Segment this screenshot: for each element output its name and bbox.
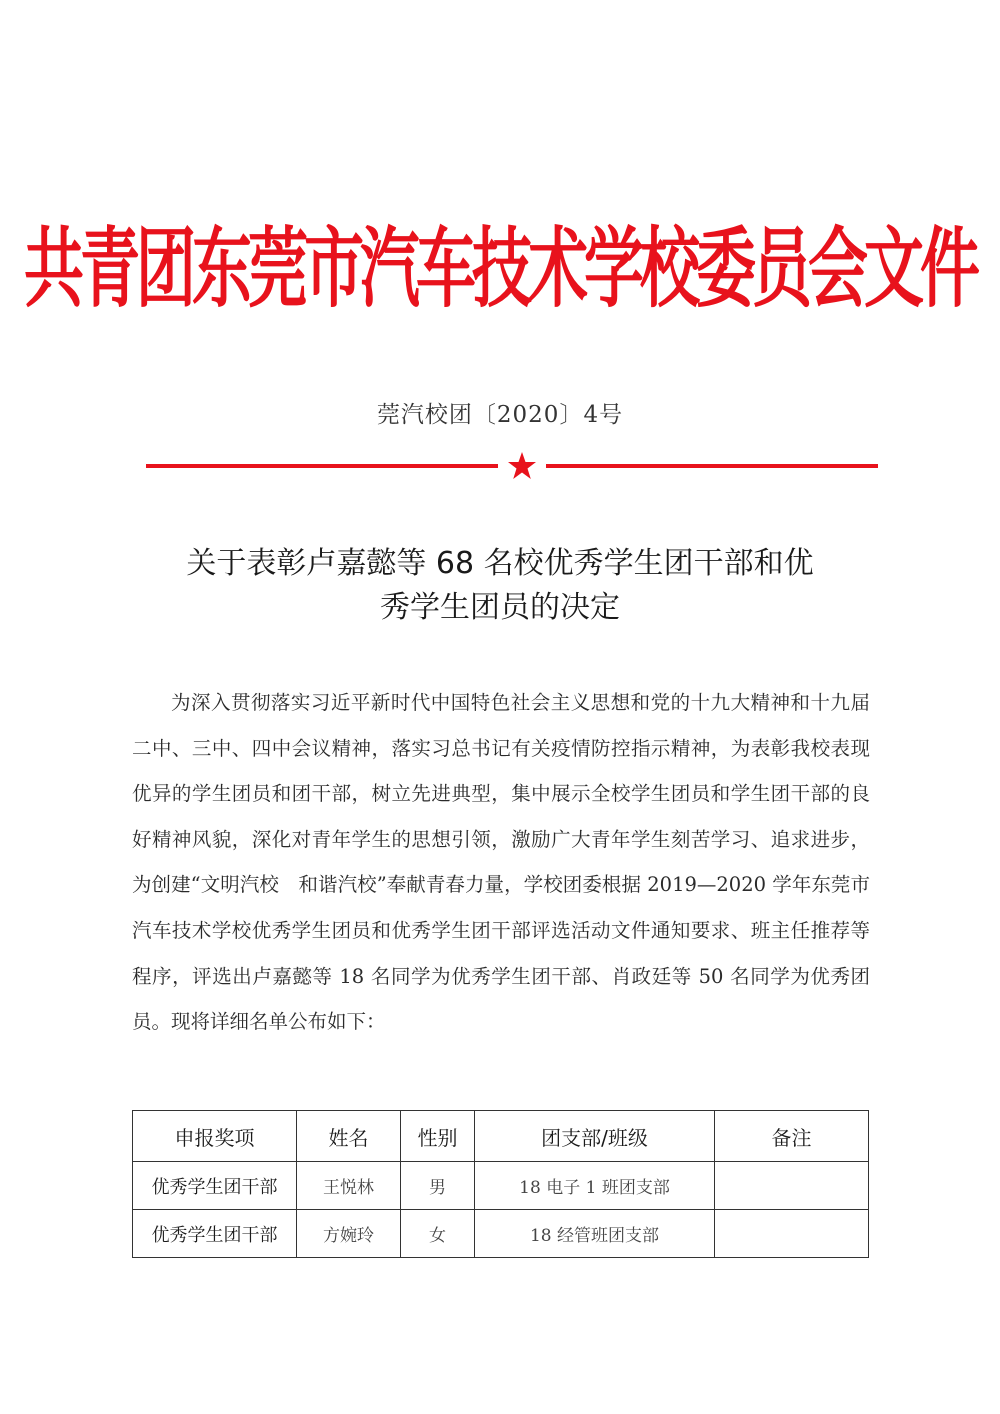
cell-note [715, 1210, 869, 1258]
header-branch: 团支部/班级 [475, 1111, 715, 1162]
cell-name: 王悦林 [297, 1162, 401, 1210]
cell-name: 方婉玲 [297, 1210, 401, 1258]
cell-gender: 男 [401, 1162, 475, 1210]
cell-gender: 女 [401, 1210, 475, 1258]
cell-branch: 18 电子 1 班团支部 [475, 1162, 715, 1210]
document-number: 莞汽校团〔2020〕4号 [376, 402, 624, 428]
divider-line-left [146, 464, 498, 468]
cell-branch: 18 经管班团支部 [475, 1210, 715, 1258]
table-row [133, 1210, 869, 1258]
header-award: 申报奖项 [133, 1111, 297, 1162]
divider-line-right [546, 464, 878, 468]
header-gender: 性别 [401, 1111, 475, 1162]
cell-award: 优秀学生团干部 [133, 1162, 297, 1210]
table-header-row [133, 1111, 869, 1162]
document-title [130, 542, 870, 630]
star-icon [506, 450, 538, 482]
header-name: 姓名 [297, 1111, 401, 1162]
title-line-1: 关于表彰卢嘉懿等 68 名校优秀学生团干部和优 [186, 546, 814, 581]
table-row [133, 1162, 869, 1210]
award-table [132, 1110, 869, 1258]
header-note: 备注 [715, 1111, 869, 1162]
cell-award: 优秀学生团干部 [133, 1210, 297, 1258]
masthead-title: 共青团东莞市汽车技术学校委员会文件 [24, 218, 976, 321]
body-paragraph: 为深入贯彻落实习近平新时代中国特色社会主义思想和党的十九大精神和十九届二中、三中、四中会议精神，落实习总书记有关疫情防控指示精神，为表彰我校表现优异的学生团员和团干部，树立先进典型，集中展示全校学生团员和学生团干部的良好精神风貌，深化对青年学生的思想引领，激励广大青年学生刻苦学习、追求进步，为创建“文明汽校 和谐汽校”奉献青春力量，学校团委根据 2019—2020 学年东莞市汽车技术学校优秀学生团员和优秀学生团干部评选活动文件通知要求、班主任推荐等程序，评选出卢嘉懿等 18 名同学为优秀学生团干部、肖政廷等 50 名同学为优秀团员。现将详细名单公布如下： [132, 691, 870, 1034]
cell-note [715, 1162, 869, 1210]
title-line-2: 秀学生团员的决定 [380, 590, 620, 625]
